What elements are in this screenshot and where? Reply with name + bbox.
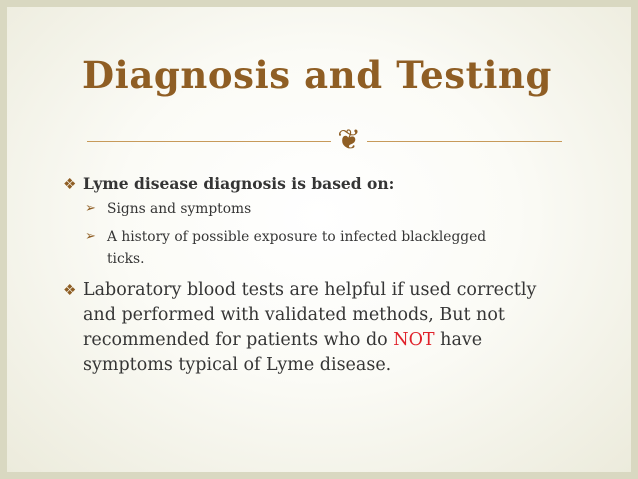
bullet-lab-tests-line4 xyxy=(63,354,623,378)
line3-after: have xyxy=(434,330,483,350)
arrow-bullet-icon: ➢ xyxy=(85,201,96,216)
arrow-bullet-icon: ➢ xyxy=(85,229,96,244)
bullet-diagnosis-basis xyxy=(63,173,603,195)
bullet-lab-tests-line2 xyxy=(63,304,623,328)
diamond-bullet-icon: ❖ xyxy=(63,175,77,193)
bullet-text: Lyme disease diagnosis is based on: xyxy=(83,174,395,193)
bullet-text-line3 xyxy=(83,329,482,352)
diamond-bullet-icon: ❖ xyxy=(63,281,77,299)
slide-title: Diagnosis and Testing xyxy=(82,53,552,97)
bullet-lab-tests xyxy=(63,279,623,303)
sub-bullet-exposure xyxy=(85,227,605,248)
sub-bullet-text: A history of possible exposure to infected blacklegged xyxy=(107,229,487,245)
bullet-text-line1: Laboratory blood tests are helpful if used correctly xyxy=(83,280,537,300)
title-divider-left xyxy=(87,141,331,142)
emphasis-not: NOT xyxy=(393,330,435,350)
bullet-text-line2: and performed with validated methods, But not xyxy=(83,305,505,325)
bullet-lab-tests-line3 xyxy=(63,329,623,353)
sub-bullet-text-cont: ticks. xyxy=(107,251,145,267)
bullet-text-line4: symptoms typical of Lyme disease. xyxy=(83,355,392,375)
sub-bullet-text: Signs and symptoms xyxy=(107,201,252,217)
sub-bullet-exposure-cont xyxy=(107,249,307,270)
line3-before: recommended for patients who do xyxy=(83,330,394,350)
title-divider-right xyxy=(367,141,562,142)
sub-bullet-signs xyxy=(85,199,605,220)
leaf-flourish-icon: ❦ xyxy=(337,123,361,156)
